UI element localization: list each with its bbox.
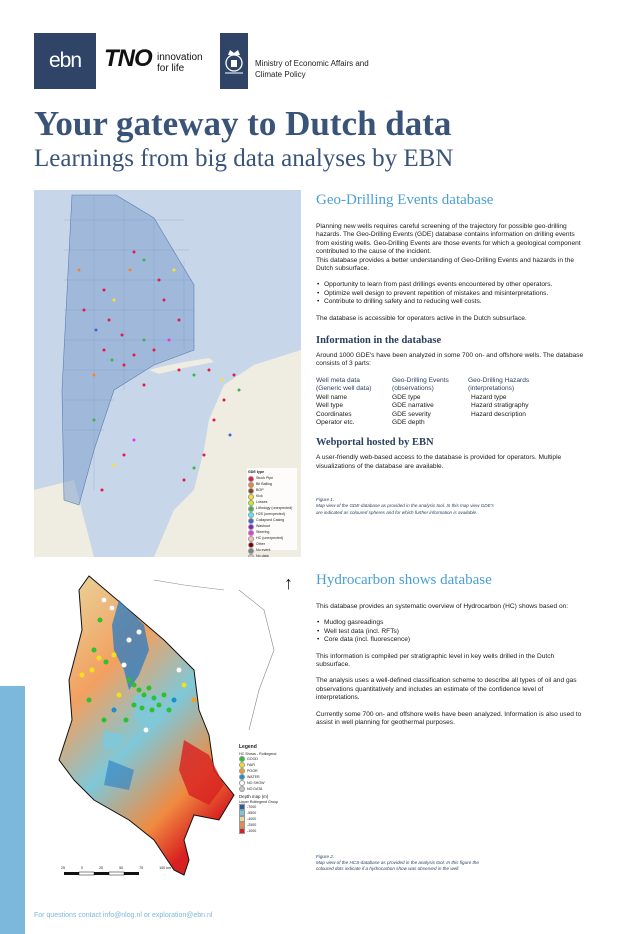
column-head: Well meta data [316, 376, 360, 384]
column-head: Geo-Drilling Events [392, 376, 449, 384]
column-subhead: (Generic well data) [316, 385, 372, 393]
hc-p4: Currently some 700 on- and offshore wells have been analyzed. Information is also used to assist in well planning for geothermal purposes. [316, 710, 582, 727]
legend-label: -4000 [247, 817, 257, 822]
legend-label: NO DATA [247, 786, 263, 791]
list-item: • Well test data (incl. RFTs) [324, 628, 586, 636]
ministry-crest-logo [220, 33, 248, 89]
legend-dot-icon [248, 548, 254, 554]
legend-dot-icon [248, 542, 254, 548]
info-text: Around 1000 GDE's have been analyzed in some 700 on- and offshore wells. The database consists of 3 parts: [316, 352, 584, 368]
legend-label: -7000 [247, 805, 257, 810]
legend-dot-icon [248, 500, 254, 506]
page-title: Your gateway to Dutch data [34, 104, 452, 143]
column-item: GDE severity [392, 410, 431, 418]
hc-p3: The analysis uses a well-defined classification scheme to describe all types of oil and gas observations quantitatively and includes an estimate of the confidence level of interpretations. [316, 677, 577, 702]
footer-contact: For questions contact info@nlog.nl or exploration@ebn.nl [34, 912, 213, 919]
legend-label: POOR [247, 768, 258, 773]
info-columns [316, 377, 586, 427]
info-column-events [392, 377, 466, 427]
legend-label: Other [256, 542, 265, 547]
legend-dot-icon [248, 512, 254, 518]
legend-label: No data [256, 554, 269, 557]
hc-map [34, 570, 301, 886]
gde-intro2: This database provides a better understanding of Geo-Drilling Events and hazards in the Dutch subsurface. [316, 256, 575, 273]
legend-label: Kick [256, 494, 263, 499]
legend-label: NO SHOW [247, 780, 265, 785]
list-item: • Contribute to drilling safety and to reducing well costs. [324, 298, 586, 306]
column-item: Hazard stratigraphy [471, 402, 529, 410]
column-item: GDE narrative [392, 402, 434, 410]
tno-logo: TNO [104, 45, 152, 72]
gde-section [316, 192, 586, 516]
column-item: Hazard type [471, 393, 507, 401]
scale-label: 50 [119, 866, 124, 870]
hc-legend-subtitle: HC Shows - Rotliegend [239, 751, 277, 756]
legend-dot-icon [248, 524, 254, 530]
info-column-meta [316, 377, 390, 427]
gde-map [34, 190, 301, 557]
list-item: • Opportunity to learn from past drillings events encountered by other operators. [324, 281, 586, 289]
legend-label: H2S (unexpected) [256, 512, 285, 517]
hc-map-graphic [34, 570, 301, 886]
info-column-hazards [468, 377, 542, 427]
depth-legend-title: Depth map (m) [239, 794, 269, 800]
legend-label: Collapsed Casing [256, 518, 285, 523]
web-heading: Webportal hosted by EBN [316, 437, 434, 449]
legend-item [239, 786, 299, 792]
hc-bullets [316, 619, 586, 644]
hc-section [316, 572, 586, 872]
legend-label: WATER [247, 774, 260, 779]
legend-dot-icon [248, 536, 254, 542]
scale-label: 25 [99, 866, 104, 870]
gde-legend-title: GDE type [248, 470, 265, 474]
figure-1-caption: Figure 1. Map view of the GDE-database as provided in the analysis tool. In this map view GDE's are indicated as coloured spheres and for which further information is available. [316, 497, 494, 515]
scale-labels [61, 866, 171, 871]
column-item: Operator etc. [316, 418, 355, 426]
legend-dot-icon [248, 482, 254, 488]
hc-intro: This database provides an systematic overview of Hydrocarbon (HC) shows based on: [316, 603, 569, 610]
legend-label: Stuck Pipe [256, 476, 274, 481]
gde-access: The database is accessible for operators active in the Dutch subsurface. [316, 314, 527, 322]
hc-heading: Hydrocarbon shows database [316, 572, 492, 588]
column-subhead: (interpretations) [468, 385, 515, 393]
hc-legend [239, 745, 299, 834]
legend-label: HC (unexpected) [256, 536, 284, 541]
legend-swatch-icon [239, 828, 245, 834]
legend-label: No event [256, 548, 271, 553]
legend-item [239, 828, 299, 834]
side-accent-bar [0, 686, 25, 934]
legend-item [248, 506, 298, 512]
legend-dot-icon [239, 786, 245, 792]
legend-label: Steering [256, 530, 270, 535]
legend-label: -1000 [247, 829, 257, 834]
column-item: GDE type [392, 393, 421, 401]
scale-label: 25 [61, 866, 65, 870]
scale-label: 0 [81, 866, 84, 870]
legend-label: -2500 [247, 823, 257, 828]
legend-label: BOP [256, 488, 264, 493]
legend-label: -5500 [247, 811, 257, 816]
legend-dot-icon [248, 554, 254, 557]
legend-label: Bit Balling [256, 482, 272, 487]
column-head: Geo-Drilling Hazards [468, 376, 530, 384]
info-heading: Information in the database [316, 335, 442, 347]
legend-dot-icon [248, 494, 254, 500]
list-item: • Optimize well design to prevent repetition of mistakes and misinterpretations. [324, 290, 586, 298]
legend-label: GOOD [247, 756, 258, 761]
page-subtitle: Learnings from big data analyses by EBN [34, 145, 454, 172]
hc-p2: This information is compiled per stratigraphic level in key wells drilled in the Dutch subsurface. [316, 652, 555, 669]
ebn-logo: ebn [34, 33, 96, 89]
scale-label: 100 km [159, 866, 171, 870]
depth-legend-subtitle: Upper Rotliegend Group [239, 799, 278, 804]
legend-dot-icon [248, 476, 254, 482]
column-item: Coordinates [316, 410, 352, 418]
gde-bullets [316, 281, 586, 306]
legend-dot-icon [248, 488, 254, 494]
legend-dot-icon [248, 518, 254, 524]
legend-label: Washout [256, 524, 271, 529]
legend-label: Losses [256, 500, 268, 505]
hc-legend-title: Legend [239, 744, 257, 750]
tno-tagline: innovation for life [157, 52, 203, 74]
column-item: GDE depth [392, 418, 425, 426]
column-item: Hazard description [471, 410, 526, 418]
north-arrow-icon: ↑ [284, 573, 293, 593]
figure-2-caption: Figure 2. Map view of the HCS-database as provided in the analysis tool. In this figure the coloured dots indicate if a hydrocarbon show was observed in the well. [316, 854, 479, 872]
scale-label: 75 [139, 866, 144, 870]
legend-label: FAIR [247, 762, 255, 767]
legend-dot-icon [248, 506, 254, 512]
legend-dot-icon [248, 530, 254, 536]
list-item: • Mudlog gasreadings [324, 619, 586, 627]
ministry-name: Ministry of Economic Affairs and Climate Policy [255, 59, 369, 79]
column-item: Well name [316, 393, 348, 401]
gde-heading: Geo-Drilling Events database [316, 192, 494, 208]
gde-intro: Planning new wells requires careful screening of the trajectory for possible geo-drilling hazards. The Geo-Drilling Events (GDE) database contains information on drilling events from existing wells. Geo-Drilling Events are those events for which a geological component contributed to the cause of the incident. [316, 223, 581, 256]
column-subhead: (observations) [392, 385, 434, 393]
legend-item [248, 554, 298, 557]
list-item: • Core data (incl. fluorescence) [324, 636, 586, 644]
scale-bar [64, 872, 139, 875]
gde-legend [248, 470, 298, 557]
column-item: Well type [316, 402, 343, 410]
web-text: A user-friendly web-based access to the database is provided for operators. Multiple visualizations of the database are available. [316, 454, 562, 470]
legend-label: Lithology (unexpected) [256, 506, 293, 511]
